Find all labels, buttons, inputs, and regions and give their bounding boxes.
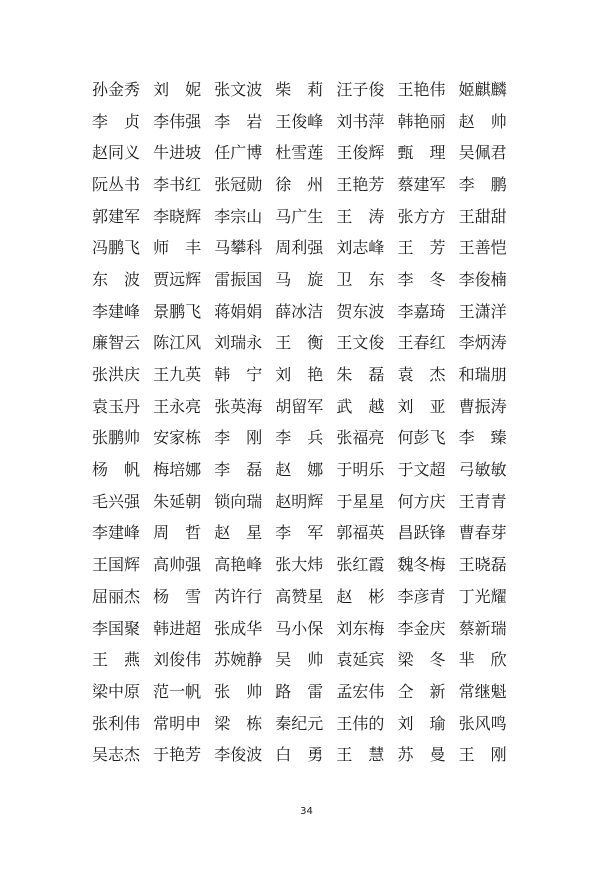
name-entry: 李书红 [153,174,202,194]
name-entry: 周利强 [275,238,324,258]
name-entry: 于明乐 [336,460,385,480]
name-entry: 任广博 [214,143,263,163]
name-entry: 毛兴强 [92,491,141,511]
name-entry: 梁 栋 [214,713,263,733]
name-entry: 孙金秀 [92,79,141,99]
name-entry: 袁 杰 [397,365,446,385]
name-entry: 陈江风 [153,333,202,353]
name-entry: 路 雷 [275,681,324,701]
name-entry: 李建峰 [92,523,141,543]
name-entry: 昌跃锋 [397,523,446,543]
name-entry: 胡留军 [275,396,324,416]
name-row [92,296,520,328]
name-entry: 屈丽杰 [92,586,141,606]
name-row [92,137,520,169]
name-entry: 王国辉 [92,555,141,575]
name-entry: 刘瑞永 [214,333,263,353]
name-entry: 马攀科 [214,238,263,258]
name-row [92,106,520,138]
name-entry: 刘志峰 [336,238,385,258]
name-entry: 杨 雪 [153,586,202,606]
name-entry: 蒋娟娟 [214,301,263,321]
name-entry: 芈 欣 [458,650,507,670]
name-entry: 王文俊 [336,333,385,353]
name-entry: 仝 新 [397,681,446,701]
name-row [92,201,520,233]
name-entry: 张利伟 [92,713,141,733]
name-row [92,739,520,771]
name-entry: 韩艳丽 [397,111,446,131]
name-entry: 刘书萍 [336,111,385,131]
name-entry: 于文超 [397,460,446,480]
name-entry: 李 贞 [92,111,141,131]
name-row [92,232,520,264]
name-entry: 李 兵 [275,428,324,448]
name-entry: 于星星 [336,491,385,511]
name-entry: 张 帅 [214,681,263,701]
name-entry: 李俊波 [214,745,263,765]
name-row [92,359,520,391]
name-entry: 王晓磊 [458,555,507,575]
name-entry: 李宗山 [214,206,263,226]
name-row [92,676,520,708]
name-entry: 刘 亚 [397,396,446,416]
name-entry: 东 波 [92,269,141,289]
name-entry: 赵 娜 [275,460,324,480]
name-entry: 李 磊 [214,460,263,480]
name-entry: 王伟的 [336,713,385,733]
name-row [92,549,520,581]
name-entry: 张洪庆 [92,365,141,385]
name-entry: 李彦青 [397,586,446,606]
name-entry: 牛进坡 [153,143,202,163]
name-entry: 刘 艳 [275,365,324,385]
name-entry: 范一帆 [153,681,202,701]
name-entry: 王俊峰 [275,111,324,131]
page-number: 34 [300,806,313,817]
name-entry: 杜雪莲 [275,143,324,163]
name-entry: 何彭飞 [397,428,446,448]
name-entry: 武 越 [336,396,385,416]
name-entry: 阮丛书 [92,174,141,194]
name-entry: 张红霞 [336,555,385,575]
name-entry: 薛冰洁 [275,301,324,321]
name-entry: 王甜甜 [458,206,507,226]
name-entry: 安家栋 [153,428,202,448]
name-entry: 赵同义 [92,143,141,163]
name-entry: 孟宏伟 [336,681,385,701]
name-entry: 李 岩 [214,111,263,131]
name-entry: 刘俊伟 [153,650,202,670]
name-entry: 王 燕 [92,650,141,670]
name-entry: 袁玉丹 [92,396,141,416]
name-entry: 张文波 [214,79,263,99]
name-row [92,169,520,201]
name-entry: 李国聚 [92,618,141,638]
name-entry: 锁向瑞 [214,491,263,511]
name-entry: 王 刚 [458,745,507,765]
name-row [92,518,520,550]
name-entry: 李 军 [275,523,324,543]
name-entry: 赵 帅 [458,111,507,131]
name-entry: 高赞星 [275,586,324,606]
name-entry: 李嘉琦 [397,301,446,321]
name-entry: 何方庆 [397,491,446,511]
name-entry: 李俊楠 [458,269,507,289]
name-entry: 徐 州 [275,174,324,194]
name-row [92,613,520,645]
name-entry: 张风鸣 [458,713,507,733]
name-entry: 张福亮 [336,428,385,448]
name-entry: 高艳峰 [214,555,263,575]
name-entry: 梁中原 [92,681,141,701]
name-entry: 吴佩君 [458,143,507,163]
name-entry: 王潇洋 [458,301,507,321]
name-entry: 李建峰 [92,301,141,321]
name-entry: 梅培娜 [153,460,202,480]
name-entry: 姬麒麟 [458,79,507,99]
name-entry: 王春红 [397,333,446,353]
name-entry: 贾远辉 [153,269,202,289]
name-entry: 王善恺 [458,238,507,258]
name-entry: 梁 冬 [397,650,446,670]
name-entry: 蔡新瑞 [458,618,507,638]
name-entry: 赵 彬 [336,586,385,606]
name-entry: 李 刚 [214,428,263,448]
name-entry: 王青青 [458,491,507,511]
name-entry: 张方方 [397,206,446,226]
name-entry: 秦纪元 [275,713,324,733]
name-entry: 甄 理 [397,143,446,163]
name-row [92,391,520,423]
name-entry: 赵 星 [214,523,263,543]
name-entry: 李炳涛 [458,333,507,353]
name-entry: 雷振国 [214,269,263,289]
name-entry: 于艳芳 [153,745,202,765]
name-entry: 刘东梅 [336,618,385,638]
name-entry: 师 丰 [153,238,202,258]
name-entry: 王 衡 [275,333,324,353]
name-entry: 和瑞朋 [458,365,507,385]
name-entry: 李金庆 [397,618,446,638]
name-entry: 王永亮 [153,396,202,416]
name-entry: 常继魁 [458,681,507,701]
name-entry: 刘 瑜 [397,713,446,733]
name-entry: 曹春芽 [458,523,507,543]
name-entry: 弓敏敏 [458,460,507,480]
name-entry: 柴 莉 [275,79,324,99]
name-entry: 冯鹏飞 [92,238,141,258]
name-entry: 王 慧 [336,745,385,765]
name-entry: 王 涛 [336,206,385,226]
name-entry: 张大炜 [275,555,324,575]
name-entry: 丁光耀 [458,586,507,606]
name-entry: 杨 帆 [92,460,141,480]
names-grid [92,74,520,771]
name-row [92,486,520,518]
name-entry: 郭福英 [336,523,385,543]
name-entry: 蔡建军 [397,174,446,194]
name-entry: 苏 曼 [397,745,446,765]
name-entry: 刘 妮 [153,79,202,99]
name-entry: 汪子俊 [336,79,385,99]
name-entry: 景鹏飞 [153,301,202,321]
name-row [92,708,520,740]
name-row [92,423,520,455]
name-entry: 马小保 [275,618,324,638]
name-row [92,264,520,296]
name-entry: 李 臻 [458,428,507,448]
name-entry: 周 哲 [153,523,202,543]
name-entry: 张鹏帅 [92,428,141,448]
name-entry: 高帅强 [153,555,202,575]
name-entry: 李 冬 [397,269,446,289]
name-entry: 张成华 [214,618,263,638]
name-entry: 李晓辉 [153,206,202,226]
name-entry: 李 鹏 [458,174,507,194]
name-entry: 曹振涛 [458,396,507,416]
name-entry: 张英海 [214,396,263,416]
name-row [92,454,520,486]
name-entry: 王九英 [153,365,202,385]
name-row [92,328,520,360]
name-row [92,644,520,676]
name-entry: 贺东波 [336,301,385,321]
name-entry: 王艳伟 [397,79,446,99]
name-entry: 王俊辉 [336,143,385,163]
name-entry: 赵明辉 [275,491,324,511]
name-row [92,581,520,613]
name-entry: 吴 帅 [275,650,324,670]
name-entry: 韩进超 [153,618,202,638]
name-entry: 袁延宾 [336,650,385,670]
name-entry: 王艳芳 [336,174,385,194]
name-entry: 韩 宁 [214,365,263,385]
name-entry: 王 芳 [397,238,446,258]
name-entry: 吴志杰 [92,745,141,765]
name-row [92,74,520,106]
name-entry: 魏冬梅 [397,555,446,575]
name-entry: 常明申 [153,713,202,733]
name-entry: 郭建军 [92,206,141,226]
name-entry: 苏婉静 [214,650,263,670]
name-entry: 马 旋 [275,269,324,289]
name-entry: 张冠勋 [214,174,263,194]
name-entry: 马广生 [275,206,324,226]
name-entry: 廉智云 [92,333,141,353]
name-entry: 朱 磊 [336,365,385,385]
name-entry: 李伟强 [153,111,202,131]
name-entry: 白 勇 [275,745,324,765]
name-entry: 朱延朝 [153,491,202,511]
name-entry: 卫 东 [336,269,385,289]
name-entry: 芮许行 [214,586,263,606]
